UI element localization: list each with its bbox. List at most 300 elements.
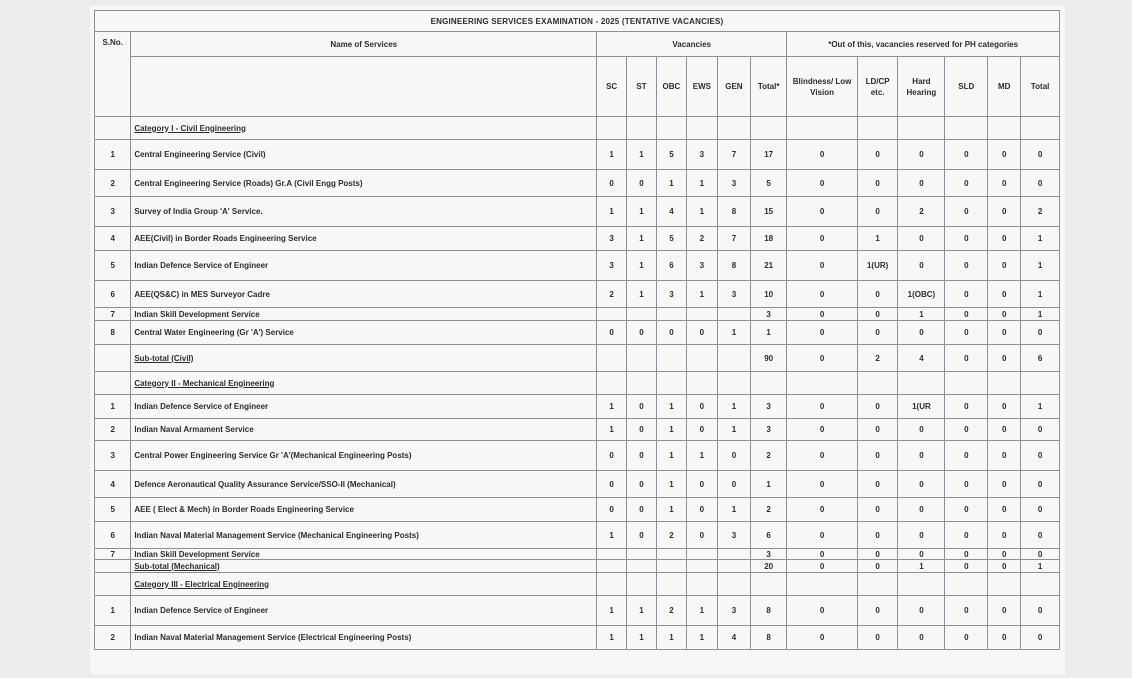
cell-vacancy: 5 — [750, 170, 786, 197]
cell-sno: 6 — [95, 281, 131, 308]
service-name: Indian Naval Material Management Service (Mechanical Engineering Posts) — [134, 530, 419, 540]
cell-vacancy: 6 — [750, 522, 786, 549]
cell-ph: 0 — [898, 321, 945, 345]
cell-vacancy: 0 — [686, 471, 717, 498]
cell-ph: 0 — [988, 395, 1021, 419]
table-row — [95, 596, 1060, 626]
header-ph-col: Hard Hearing — [898, 57, 945, 117]
cell-vacancy: 1 — [686, 596, 717, 626]
cell-vacancy: 0 — [627, 498, 657, 522]
cell-ph — [857, 573, 898, 596]
cell-vacancy: 10 — [750, 281, 786, 308]
cell-vacancy — [656, 372, 686, 395]
cell-service-name — [131, 419, 597, 441]
cell-vacancy: 3 — [686, 251, 717, 281]
cell-vacancy: 0 — [597, 321, 627, 345]
cell-ph: 0 — [787, 251, 858, 281]
cell-ph: 0 — [988, 140, 1021, 170]
cell-ph: 0 — [1021, 498, 1060, 522]
subtotal-label: Sub-total (Mechanical) — [134, 561, 220, 571]
cell-ph: 0 — [945, 522, 988, 549]
cell-ph: 0 — [988, 626, 1021, 650]
cell-vacancy: 0 — [597, 170, 627, 197]
cell-vacancy — [717, 573, 750, 596]
cell-service-name — [131, 441, 597, 471]
cell-sno — [95, 117, 131, 140]
service-name: Survey of India Group 'A' Service. — [134, 207, 263, 216]
cell-ph: 0 — [988, 197, 1021, 227]
cell-service-name — [131, 626, 597, 650]
cell-ph: 0 — [945, 281, 988, 308]
cell-vacancy: 0 — [627, 419, 657, 441]
cell-vacancy: 5 — [656, 140, 686, 170]
cell-ph: 0 — [898, 251, 945, 281]
cell-ph: 0 — [945, 170, 988, 197]
cell-ph: 0 — [898, 626, 945, 650]
vacancy-table — [94, 10, 1060, 650]
cell-ph: 1(UR — [898, 395, 945, 419]
cell-ph — [945, 372, 988, 395]
cell-sno: 2 — [95, 626, 131, 650]
cell-service-name — [131, 170, 597, 197]
cell-vacancy: 3 — [656, 281, 686, 308]
cell-vacancy: 17 — [750, 140, 786, 170]
cell-ph: 0 — [945, 345, 988, 372]
cell-ph: 0 — [1021, 471, 1060, 498]
cell-ph: 0 — [988, 321, 1021, 345]
header-ph-col: Blindness/ Low Vision — [787, 57, 858, 117]
cell-vacancy: 1 — [750, 321, 786, 345]
cell-ph: 6 — [1021, 345, 1060, 372]
cell-vacancy — [627, 345, 657, 372]
category-label: Category III - Electrical Engineering — [134, 579, 270, 589]
cell-ph: 0 — [988, 281, 1021, 308]
table-row — [95, 441, 1060, 471]
cell-ph: 0 — [787, 308, 858, 321]
table-row — [95, 197, 1060, 227]
cell-vacancy: 1 — [627, 227, 657, 251]
cell-vacancy: 0 — [627, 321, 657, 345]
cell-ph: 0 — [857, 140, 898, 170]
cell-ph: 0 — [1021, 419, 1060, 441]
cell-vacancy: 2 — [656, 522, 686, 549]
cell-vacancy: 1 — [717, 395, 750, 419]
cell-ph: 0 — [945, 419, 988, 441]
cell-vacancy — [717, 308, 750, 321]
cell-vacancy: 0 — [686, 498, 717, 522]
cell-vacancy: 21 — [750, 251, 786, 281]
cell-vacancy: 4 — [656, 197, 686, 227]
service-name: Central Power Engineering Service Gr 'A'(Mechanical Engineering Posts) — [134, 451, 412, 460]
cell-vacancy — [597, 372, 627, 395]
cell-service-name — [131, 117, 597, 140]
cell-vacancy — [656, 573, 686, 596]
header-vacancies: Vacancies — [597, 32, 787, 57]
cell-ph: 2 — [857, 345, 898, 372]
cell-ph — [787, 573, 858, 596]
header-vac-col: GEN — [717, 57, 750, 117]
document-sheet — [90, 6, 1065, 674]
cell-ph: 2 — [898, 197, 945, 227]
cell-ph: 0 — [787, 471, 858, 498]
table-title: ENGINEERING SERVICES EXAMINATION - 2025 (TENTATIVE VACANCIES) — [95, 11, 1060, 32]
cell-sno: 8 — [95, 321, 131, 345]
cell-service-name — [131, 345, 597, 372]
cell-vacancy: 3 — [750, 549, 786, 560]
cell-vacancy: 1 — [597, 197, 627, 227]
cell-sno: 3 — [95, 197, 131, 227]
cell-ph: 0 — [1021, 321, 1060, 345]
cell-sno: 7 — [95, 308, 131, 321]
cell-ph: 0 — [787, 281, 858, 308]
header-ph-col: LD/CP etc. — [857, 57, 898, 117]
cell-vacancy: 1 — [717, 498, 750, 522]
service-name: Defence Aeronautical Quality Assurance Service/SSO-II (Mechanical) — [134, 479, 396, 489]
subtotal-label: Sub-total (Civil) — [134, 353, 194, 363]
cell-vacancy — [597, 308, 627, 321]
cell-vacancy — [656, 345, 686, 372]
header-vac-col: SC — [597, 57, 627, 117]
cell-service-name — [131, 308, 597, 321]
cell-vacancy — [686, 345, 717, 372]
cell-sno: 5 — [95, 251, 131, 281]
table-row — [95, 308, 1060, 321]
cell-ph: 1 — [898, 308, 945, 321]
cell-ph: 0 — [988, 549, 1021, 560]
table-row — [95, 251, 1060, 281]
cell-vacancy: 1 — [686, 281, 717, 308]
category-row — [95, 372, 1060, 395]
cell-service-name — [131, 281, 597, 308]
table-row — [95, 170, 1060, 197]
cell-vacancy: 0 — [627, 471, 657, 498]
header-vac-col: EWS — [686, 57, 717, 117]
cell-ph: 0 — [857, 441, 898, 471]
cell-ph: 1(OBC) — [898, 281, 945, 308]
cell-ph: 0 — [945, 560, 988, 573]
service-name: Central Water Engineering (Gr 'A') Service — [134, 328, 294, 337]
cell-ph: 1 — [1021, 560, 1060, 573]
cell-ph: 0 — [857, 281, 898, 308]
cell-vacancy: 1 — [686, 197, 717, 227]
cell-vacancy — [627, 372, 657, 395]
cell-vacancy: 15 — [750, 197, 786, 227]
table-row — [95, 626, 1060, 650]
cell-vacancy — [627, 117, 657, 140]
cell-vacancy: 0 — [597, 498, 627, 522]
cell-vacancy — [686, 372, 717, 395]
cell-vacancy: 4 — [717, 626, 750, 650]
cell-ph — [945, 117, 988, 140]
cell-sno: 7 — [95, 549, 131, 560]
cell-vacancy — [597, 117, 627, 140]
cell-vacancy: 2 — [750, 498, 786, 522]
cell-vacancy: 1 — [686, 626, 717, 650]
cell-vacancy: 1 — [597, 395, 627, 419]
cell-vacancy — [717, 372, 750, 395]
cell-vacancy: 90 — [750, 345, 786, 372]
cell-vacancy: 2 — [656, 596, 686, 626]
cell-ph: 0 — [1021, 522, 1060, 549]
cell-vacancy: 1 — [627, 251, 657, 281]
cell-vacancy: 1 — [656, 498, 686, 522]
cell-vacancy — [717, 345, 750, 372]
cell-ph: 0 — [945, 626, 988, 650]
cell-service-name — [131, 471, 597, 498]
cell-ph: 0 — [857, 419, 898, 441]
cell-sno: 1 — [95, 140, 131, 170]
cell-vacancy: 3 — [750, 419, 786, 441]
cell-ph: 0 — [787, 549, 858, 560]
cell-vacancy: 2 — [750, 441, 786, 471]
cell-service-name — [131, 372, 597, 395]
cell-service-name — [131, 321, 597, 345]
service-name: AEE(Civil) in Border Roads Engineering Service — [134, 234, 317, 243]
cell-ph: 0 — [945, 227, 988, 251]
cell-service-name — [131, 560, 597, 573]
cell-vacancy: 1 — [597, 419, 627, 441]
cell-sno: 4 — [95, 471, 131, 498]
cell-ph: 0 — [857, 197, 898, 227]
cell-vacancy: 1 — [656, 471, 686, 498]
cell-vacancy — [686, 560, 717, 573]
cell-ph: 1 — [1021, 281, 1060, 308]
category-row — [95, 117, 1060, 140]
header-sno: S.No. — [95, 32, 131, 117]
cell-vacancy — [750, 573, 786, 596]
cell-vacancy: 8 — [717, 251, 750, 281]
cell-ph: 1 — [1021, 251, 1060, 281]
cell-ph: 0 — [945, 140, 988, 170]
cell-ph: 0 — [787, 560, 858, 573]
cell-ph: 0 — [857, 471, 898, 498]
cell-ph: 0 — [898, 419, 945, 441]
cell-ph: 0 — [945, 596, 988, 626]
cell-ph: 0 — [898, 549, 945, 560]
cell-ph — [945, 573, 988, 596]
cell-ph: 1 — [1021, 308, 1060, 321]
cell-vacancy — [656, 560, 686, 573]
cell-service-name — [131, 251, 597, 281]
service-name: Indian Naval Material Management Service (Electrical Engineering Posts) — [134, 633, 412, 642]
cell-ph: 0 — [1021, 140, 1060, 170]
cell-vacancy — [627, 549, 657, 560]
cell-vacancy — [717, 560, 750, 573]
cell-vacancy: 5 — [656, 227, 686, 251]
cell-sno: 3 — [95, 441, 131, 471]
cell-ph: 0 — [988, 471, 1021, 498]
cell-ph — [988, 117, 1021, 140]
cell-ph — [898, 573, 945, 596]
cell-ph: 0 — [945, 498, 988, 522]
cell-ph: 1 — [857, 227, 898, 251]
cell-ph: 0 — [857, 170, 898, 197]
cell-vacancy — [717, 549, 750, 560]
cell-ph: 0 — [988, 441, 1021, 471]
cell-ph: 0 — [988, 560, 1021, 573]
cell-ph: 0 — [787, 345, 858, 372]
cell-vacancy — [750, 372, 786, 395]
service-name: Indian Defence Service of Engineer — [134, 261, 269, 270]
cell-vacancy — [686, 573, 717, 596]
cell-service-name — [131, 573, 597, 596]
cell-ph: 0 — [898, 596, 945, 626]
cell-ph: 0 — [988, 251, 1021, 281]
cell-vacancy: 8 — [750, 626, 786, 650]
cell-vacancy: 0 — [597, 471, 627, 498]
cell-ph: 0 — [945, 308, 988, 321]
cell-ph — [988, 372, 1021, 395]
cell-vacancy: 1 — [656, 441, 686, 471]
cell-vacancy — [686, 117, 717, 140]
cell-service-name — [131, 596, 597, 626]
cell-vacancy: 7 — [717, 140, 750, 170]
cell-vacancy: 0 — [686, 522, 717, 549]
cell-sno: 1 — [95, 395, 131, 419]
cell-vacancy: 6 — [656, 251, 686, 281]
cell-ph — [1021, 117, 1060, 140]
cell-ph: 0 — [945, 251, 988, 281]
cell-sno — [95, 372, 131, 395]
cell-ph — [898, 372, 945, 395]
cell-vacancy: 1 — [627, 626, 657, 650]
header-ph-col: MD — [988, 57, 1021, 117]
cell-vacancy: 2 — [686, 227, 717, 251]
service-name: Central Engineering Service (Civil) — [134, 150, 266, 159]
cell-ph — [787, 117, 858, 140]
table-row — [95, 281, 1060, 308]
cell-ph: 1 — [1021, 395, 1060, 419]
cell-ph: 0 — [787, 419, 858, 441]
cell-vacancy: 1 — [627, 197, 657, 227]
cell-ph: 0 — [857, 626, 898, 650]
cell-vacancy: 2 — [597, 281, 627, 308]
cell-ph: 0 — [857, 308, 898, 321]
cell-vacancy — [656, 117, 686, 140]
category-label: Category I - Civil Engineering — [134, 123, 246, 133]
cell-ph — [787, 372, 858, 395]
header-ph-note: *Out of this, vacancies reserved for PH categories — [787, 32, 1060, 57]
header-vac-col: ST — [627, 57, 657, 117]
cell-ph: 0 — [787, 170, 858, 197]
cell-ph: 0 — [857, 321, 898, 345]
cell-ph: 0 — [988, 308, 1021, 321]
header-vac-col: Total* — [750, 57, 786, 117]
cell-ph — [857, 117, 898, 140]
service-name: AEE ( Elect & Mech) in Border Roads Engineering Service — [134, 505, 354, 514]
cell-ph: 0 — [787, 626, 858, 650]
cell-ph: 0 — [988, 227, 1021, 251]
cell-ph: 0 — [945, 197, 988, 227]
cell-vacancy — [656, 308, 686, 321]
cell-ph: 0 — [898, 498, 945, 522]
cell-vacancy: 1 — [627, 140, 657, 170]
cell-ph: 0 — [787, 197, 858, 227]
header-vac-col: OBC — [656, 57, 686, 117]
service-name: Indian Skill Development Service — [134, 309, 260, 319]
cell-sno: 2 — [95, 419, 131, 441]
cell-ph: 0 — [1021, 170, 1060, 197]
cell-vacancy: 0 — [656, 321, 686, 345]
cell-ph: 0 — [898, 170, 945, 197]
cell-service-name — [131, 498, 597, 522]
table-row — [95, 471, 1060, 498]
cell-sno — [95, 345, 131, 372]
cell-ph: 0 — [988, 419, 1021, 441]
cell-vacancy: 3 — [717, 596, 750, 626]
cell-vacancy — [656, 549, 686, 560]
cell-vacancy — [597, 560, 627, 573]
table-row — [95, 395, 1060, 419]
cell-vacancy: 0 — [627, 441, 657, 471]
cell-vacancy: 3 — [686, 140, 717, 170]
cell-vacancy — [627, 560, 657, 573]
category-row — [95, 573, 1060, 596]
cell-sno: 5 — [95, 498, 131, 522]
table-row — [95, 419, 1060, 441]
cell-ph: 0 — [787, 395, 858, 419]
cell-ph: 0 — [857, 498, 898, 522]
cell-vacancy: 0 — [627, 522, 657, 549]
cell-vacancy — [686, 308, 717, 321]
cell-sno — [95, 573, 131, 596]
cell-vacancy: 1 — [686, 441, 717, 471]
cell-vacancy — [686, 549, 717, 560]
cell-ph: 0 — [1021, 441, 1060, 471]
cell-ph: 0 — [787, 441, 858, 471]
cell-ph: 0 — [898, 227, 945, 251]
cell-ph — [1021, 372, 1060, 395]
cell-vacancy: 8 — [750, 596, 786, 626]
cell-service-name — [131, 522, 597, 549]
cell-vacancy: 7 — [717, 227, 750, 251]
cell-vacancy: 1 — [597, 626, 627, 650]
cell-vacancy: 3 — [717, 170, 750, 197]
service-name: Indian Defence Service of Engineer — [134, 402, 269, 411]
cell-vacancy: 1 — [597, 596, 627, 626]
subtotal-row — [95, 345, 1060, 372]
service-name: Indian Naval Armament Service — [134, 425, 254, 434]
cell-vacancy: 1 — [627, 281, 657, 308]
cell-ph: 0 — [787, 522, 858, 549]
cell-ph — [988, 573, 1021, 596]
cell-vacancy: 0 — [597, 441, 627, 471]
cell-vacancy: 3 — [750, 308, 786, 321]
table-row — [95, 140, 1060, 170]
cell-ph: 0 — [898, 522, 945, 549]
cell-ph: 0 — [945, 441, 988, 471]
cell-vacancy: 3 — [750, 395, 786, 419]
cell-vacancy: 1 — [656, 395, 686, 419]
cell-vacancy: 0 — [627, 170, 657, 197]
cell-service-name — [131, 395, 597, 419]
cell-vacancy — [750, 117, 786, 140]
cell-ph: 0 — [1021, 596, 1060, 626]
cell-ph: 0 — [988, 345, 1021, 372]
cell-ph: 0 — [945, 395, 988, 419]
cell-vacancy: 0 — [717, 441, 750, 471]
cell-vacancy: 3 — [597, 251, 627, 281]
cell-vacancy: 1 — [656, 626, 686, 650]
cell-vacancy: 1 — [656, 419, 686, 441]
cell-ph: 1 — [1021, 227, 1060, 251]
table-row — [95, 549, 1060, 560]
cell-ph: 0 — [945, 549, 988, 560]
cell-ph: 0 — [857, 549, 898, 560]
header-name: Name of Services — [131, 32, 597, 57]
header-ph-col: Total — [1021, 57, 1060, 117]
cell-ph: 0 — [857, 596, 898, 626]
